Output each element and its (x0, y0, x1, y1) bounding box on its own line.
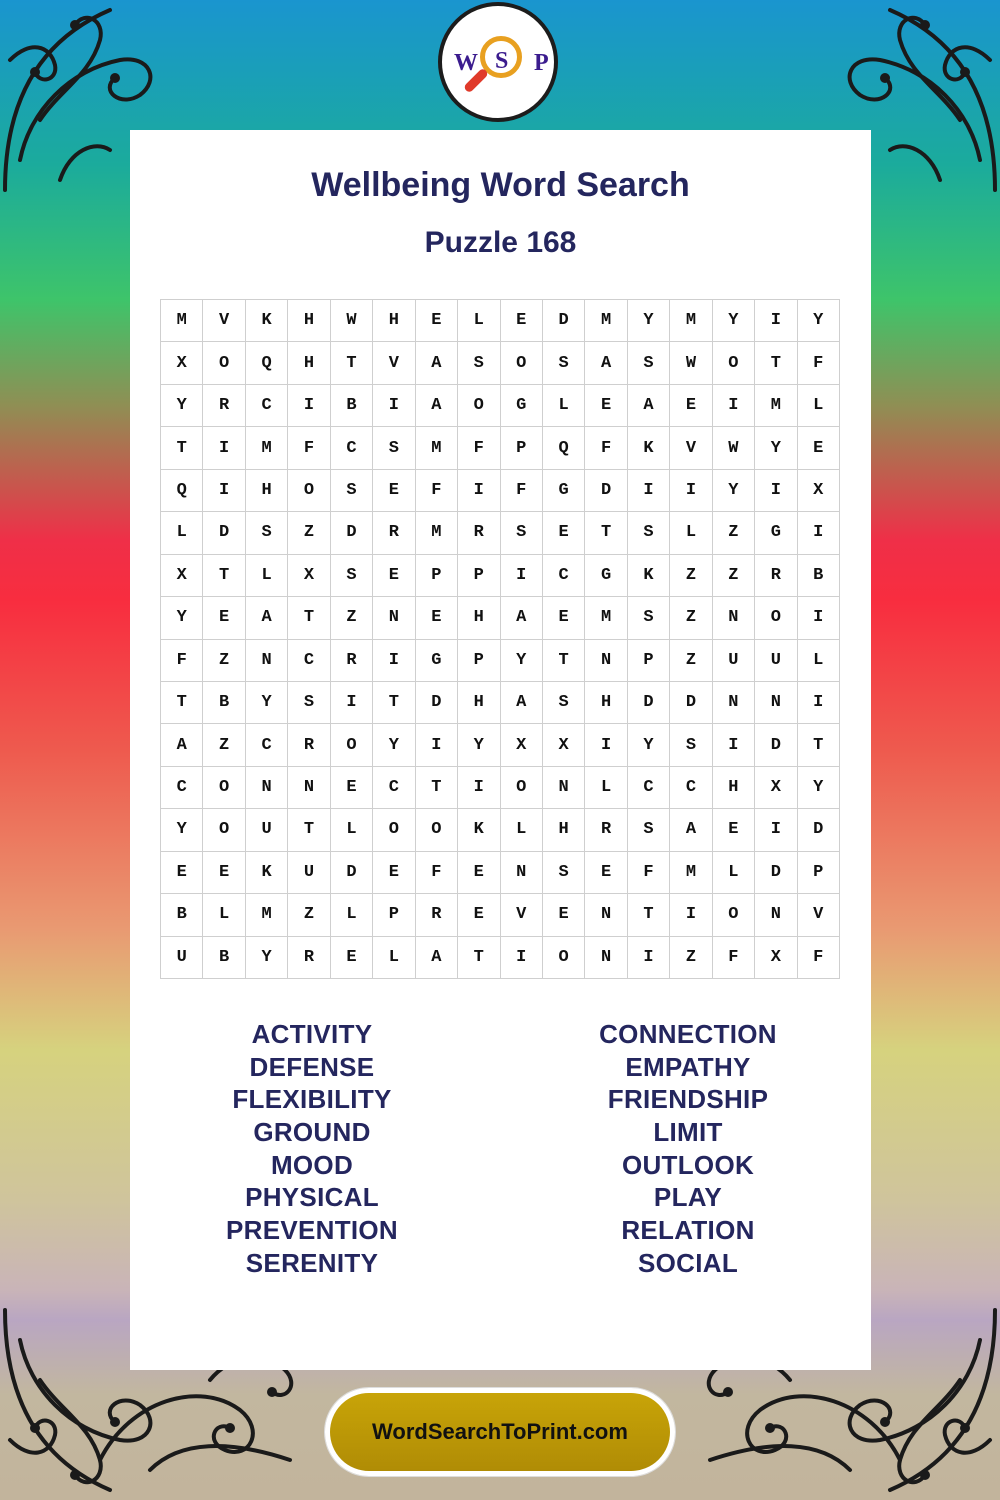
grid-cell[interactable]: N (713, 682, 755, 724)
grid-cell[interactable]: N (501, 852, 543, 894)
grid-cell[interactable]: S (628, 512, 670, 554)
grid-cell[interactable]: Q (543, 427, 585, 469)
grid-cell[interactable]: F (501, 470, 543, 512)
grid-cell[interactable]: W (670, 342, 712, 384)
grid-cell[interactable]: I (670, 894, 712, 936)
grid-cell[interactable]: Z (670, 937, 712, 979)
grid-cell[interactable]: I (416, 724, 458, 766)
grid-cell[interactable]: L (798, 385, 840, 427)
grid-cell[interactable]: A (670, 809, 712, 851)
grid-cell[interactable]: I (670, 470, 712, 512)
grid-cell[interactable]: R (288, 724, 330, 766)
grid-cell[interactable]: Y (713, 300, 755, 342)
grid-cell[interactable]: T (161, 682, 203, 724)
grid-cell[interactable]: P (501, 427, 543, 469)
grid-cell[interactable]: L (585, 767, 627, 809)
grid-cell[interactable]: I (501, 937, 543, 979)
grid-cell[interactable]: Z (670, 640, 712, 682)
grid-cell[interactable]: N (373, 597, 415, 639)
grid-cell[interactable]: L (373, 937, 415, 979)
grid-cell[interactable]: X (501, 724, 543, 766)
grid-cell[interactable]: T (373, 682, 415, 724)
grid-cell[interactable]: I (373, 385, 415, 427)
grid-cell[interactable]: F (798, 342, 840, 384)
grid-cell[interactable]: Q (246, 342, 288, 384)
grid-cell[interactable]: O (458, 385, 500, 427)
grid-cell[interactable]: I (713, 385, 755, 427)
grid-cell[interactable]: O (373, 809, 415, 851)
grid-cell[interactable]: G (501, 385, 543, 427)
grid-cell[interactable]: L (543, 385, 585, 427)
grid-cell[interactable]: L (670, 512, 712, 554)
grid-cell[interactable]: U (755, 640, 797, 682)
grid-cell[interactable]: C (161, 767, 203, 809)
grid-cell[interactable]: S (331, 555, 373, 597)
grid-cell[interactable]: N (713, 597, 755, 639)
grid-cell[interactable]: Y (161, 809, 203, 851)
grid-cell[interactable]: V (501, 894, 543, 936)
grid-cell[interactable]: Z (288, 512, 330, 554)
grid-cell[interactable]: T (543, 640, 585, 682)
grid-cell[interactable]: I (585, 724, 627, 766)
grid-cell[interactable]: M (161, 300, 203, 342)
grid-cell[interactable]: F (416, 470, 458, 512)
grid-cell[interactable]: Y (628, 300, 670, 342)
grid-cell[interactable]: C (331, 427, 373, 469)
grid-cell[interactable]: Z (713, 555, 755, 597)
grid-cell[interactable]: S (373, 427, 415, 469)
grid-cell[interactable]: U (161, 937, 203, 979)
page-title: Wellbeing Word Search (311, 166, 690, 204)
grid-cell[interactable]: E (543, 597, 585, 639)
grid-cell[interactable]: I (798, 682, 840, 724)
grid-cell[interactable]: G (416, 640, 458, 682)
word-list-item: LIMIT (653, 1117, 723, 1148)
grid-cell[interactable]: W (331, 300, 373, 342)
grid-cell[interactable]: Y (373, 724, 415, 766)
grid-cell[interactable]: I (755, 809, 797, 851)
grid-cell[interactable]: D (755, 852, 797, 894)
grid-cell[interactable]: F (288, 427, 330, 469)
grid-cell[interactable]: I (628, 937, 670, 979)
word-list-item: ACTIVITY (251, 1019, 373, 1049)
grid-cell[interactable]: K (628, 427, 670, 469)
grid-cell[interactable]: I (628, 470, 670, 512)
grid-cell[interactable]: E (203, 597, 245, 639)
grid-cell[interactable]: L (203, 894, 245, 936)
grid-cell[interactable]: G (585, 555, 627, 597)
grid-cell[interactable]: Q (161, 470, 203, 512)
grid-cell[interactable]: N (585, 640, 627, 682)
grid-cell[interactable]: L (246, 555, 288, 597)
grid-cell[interactable]: A (416, 937, 458, 979)
grid-cell[interactable]: I (713, 724, 755, 766)
grid-cell[interactable]: D (331, 852, 373, 894)
grid-cell[interactable]: O (713, 894, 755, 936)
logo-letter-p: P (534, 50, 549, 76)
grid-cell[interactable]: L (331, 809, 373, 851)
grid-cell[interactable]: X (543, 724, 585, 766)
grid-cell[interactable]: L (798, 640, 840, 682)
grid-cell[interactable]: X (161, 555, 203, 597)
grid-cell[interactable]: A (416, 385, 458, 427)
grid-cell[interactable]: Z (713, 512, 755, 554)
grid-cell[interactable]: F (585, 427, 627, 469)
grid-cell[interactable]: I (755, 300, 797, 342)
grid-cell[interactable]: X (755, 937, 797, 979)
letter-grid (160, 299, 840, 979)
grid-cell[interactable]: O (203, 809, 245, 851)
grid-cell[interactable]: D (670, 682, 712, 724)
grid-cell[interactable]: S (246, 512, 288, 554)
logo-letter-w: W (454, 50, 478, 76)
grid-cell[interactable]: E (798, 427, 840, 469)
grid-cell[interactable]: V (373, 342, 415, 384)
grid-cell[interactable]: R (416, 894, 458, 936)
grid-cell[interactable]: S (288, 682, 330, 724)
grid-cell[interactable]: W (713, 427, 755, 469)
grid-cell[interactable]: C (288, 640, 330, 682)
grid-cell[interactable]: Y (246, 682, 288, 724)
grid-cell[interactable]: H (288, 342, 330, 384)
grid-cell[interactable]: E (670, 385, 712, 427)
grid-cell[interactable]: E (331, 767, 373, 809)
grid-cell[interactable]: K (628, 555, 670, 597)
logo-letter-s: S (495, 48, 509, 74)
grid-cell[interactable]: X (755, 767, 797, 809)
grid-cell[interactable]: O (713, 342, 755, 384)
grid-cell[interactable]: R (203, 385, 245, 427)
grid-cell[interactable]: F (161, 640, 203, 682)
grid-cell[interactable]: K (246, 852, 288, 894)
grid-cell[interactable]: A (501, 682, 543, 724)
grid-cell[interactable]: M (416, 427, 458, 469)
grid-cell[interactable]: A (585, 342, 627, 384)
grid-cell[interactable]: N (755, 894, 797, 936)
grid-cell[interactable]: E (501, 300, 543, 342)
grid-cell[interactable]: U (713, 640, 755, 682)
word-list-item: PHYSICAL (245, 1182, 379, 1213)
grid-cell[interactable]: X (288, 555, 330, 597)
grid-cell[interactable]: T (161, 427, 203, 469)
word-list (130, 1018, 871, 1288)
grid-cell[interactable]: R (458, 512, 500, 554)
word-list-item: PLAY (653, 1182, 723, 1213)
grid-cell[interactable]: H (458, 597, 500, 639)
grid-cell[interactable]: M (416, 512, 458, 554)
grid-cell[interactable]: S (331, 470, 373, 512)
grid-cell[interactable]: E (458, 852, 500, 894)
grid-cell[interactable]: L (501, 809, 543, 851)
grid-cell[interactable]: H (458, 682, 500, 724)
grid-cell[interactable]: R (288, 937, 330, 979)
grid-cell[interactable]: E (203, 852, 245, 894)
grid-cell[interactable]: N (755, 682, 797, 724)
grid-cell[interactable]: E (373, 852, 415, 894)
grid-cell[interactable]: A (628, 385, 670, 427)
grid-cell[interactable]: D (416, 682, 458, 724)
grid-cell[interactable]: N (288, 767, 330, 809)
grid-cell[interactable]: P (798, 852, 840, 894)
grid-cell[interactable]: P (628, 640, 670, 682)
grid-cell[interactable]: I (203, 470, 245, 512)
grid-cell[interactable]: D (331, 512, 373, 554)
word-list-item: PREVENTION (225, 1215, 399, 1246)
grid-cell[interactable]: T (331, 342, 373, 384)
grid-cell[interactable]: Z (670, 597, 712, 639)
grid-cell[interactable]: H (288, 300, 330, 342)
word-list-item: SOCIAL (637, 1247, 739, 1278)
grid-cell[interactable]: R (373, 512, 415, 554)
grid-cell[interactable]: T (458, 937, 500, 979)
word-list-item: DEFENSE (249, 1051, 375, 1082)
grid-cell[interactable]: I (288, 385, 330, 427)
grid-cell[interactable]: N (246, 767, 288, 809)
grid-cell[interactable]: I (458, 470, 500, 512)
grid-cell[interactable]: Z (203, 724, 245, 766)
grid-cell[interactable]: O (501, 767, 543, 809)
grid-cell[interactable]: O (288, 470, 330, 512)
grid-cell[interactable]: R (331, 640, 373, 682)
grid-cell[interactable]: F (628, 852, 670, 894)
grid-cell[interactable]: S (458, 342, 500, 384)
grid-cell[interactable]: Y (798, 767, 840, 809)
grid-cell[interactable]: H (585, 682, 627, 724)
grid-cell[interactable]: G (543, 470, 585, 512)
grid-cell[interactable]: E (458, 894, 500, 936)
word-list-item: CONNECTION (599, 1019, 777, 1049)
grid-cell[interactable]: Z (331, 597, 373, 639)
grid-cell[interactable]: A (161, 724, 203, 766)
grid-cell[interactable]: A (246, 597, 288, 639)
word-list-item: EMPATHY (625, 1051, 751, 1082)
website-button[interactable] (325, 1388, 675, 1476)
grid-cell[interactable]: B (331, 385, 373, 427)
wsp-logo (438, 2, 558, 122)
word-list-item: FRIENDSHIP (607, 1084, 769, 1115)
grid-cell[interactable]: R (585, 809, 627, 851)
grid-cell[interactable]: G (755, 512, 797, 554)
grid-cell[interactable]: E (373, 555, 415, 597)
grid-cell[interactable]: S (628, 597, 670, 639)
grid-cell[interactable]: T (628, 894, 670, 936)
grid-cell[interactable]: K (246, 300, 288, 342)
grid-cell[interactable]: M (585, 300, 627, 342)
grid-cell[interactable]: D (543, 300, 585, 342)
grid-cell[interactable]: M (670, 300, 712, 342)
grid-cell[interactable]: E (585, 852, 627, 894)
word-list-left (142, 1018, 482, 1280)
grid-cell[interactable]: T (585, 512, 627, 554)
grid-cell[interactable]: C (543, 555, 585, 597)
grid-cell[interactable]: A (501, 597, 543, 639)
grid-cell[interactable]: M (670, 852, 712, 894)
grid-cell[interactable]: E (373, 470, 415, 512)
grid-cell[interactable]: M (246, 427, 288, 469)
grid-cell[interactable]: C (628, 767, 670, 809)
grid-cell[interactable]: Z (288, 894, 330, 936)
word-list-item: RELATION (621, 1215, 755, 1246)
grid-cell[interactable]: S (543, 682, 585, 724)
grid-cell[interactable]: K (458, 809, 500, 851)
grid-cell[interactable]: Y (161, 597, 203, 639)
grid-cell[interactable]: Z (670, 555, 712, 597)
grid-cell[interactable]: Y (713, 470, 755, 512)
grid-cell[interactable]: C (670, 767, 712, 809)
puzzle-number: Puzzle 168 (424, 226, 577, 259)
word-list-right (518, 1018, 858, 1280)
grid-cell[interactable]: V (798, 894, 840, 936)
grid-cell[interactable]: S (543, 342, 585, 384)
grid-cell[interactable]: S (628, 342, 670, 384)
grid-cell[interactable]: C (373, 767, 415, 809)
grid-cell[interactable]: H (373, 300, 415, 342)
grid-cell[interactable]: F (713, 937, 755, 979)
grid-cell[interactable]: I (203, 427, 245, 469)
grid-cell[interactable]: M (585, 597, 627, 639)
grid-cell[interactable]: R (755, 555, 797, 597)
grid-cell[interactable]: L (161, 512, 203, 554)
grid-cell[interactable]: Y (246, 937, 288, 979)
grid-cell[interactable]: V (203, 300, 245, 342)
grid-cell[interactable]: D (628, 682, 670, 724)
grid-cell[interactable]: X (161, 342, 203, 384)
grid-cell[interactable]: E (713, 809, 755, 851)
grid-cell[interactable]: T (288, 809, 330, 851)
grid-cell[interactable]: H (713, 767, 755, 809)
grid-cell[interactable]: X (798, 470, 840, 512)
grid-cell[interactable]: O (416, 809, 458, 851)
word-list-item: MOOD (270, 1149, 354, 1180)
grid-cell[interactable]: E (543, 512, 585, 554)
grid-cell[interactable]: I (331, 682, 373, 724)
grid-cell[interactable]: B (203, 682, 245, 724)
grid-cell[interactable]: P (458, 555, 500, 597)
grid-cell[interactable]: E (416, 300, 458, 342)
word-list-item: OUTLOOK (621, 1149, 755, 1180)
grid-cell[interactable]: Z (203, 640, 245, 682)
grid-cell[interactable]: S (670, 724, 712, 766)
grid-cell[interactable]: H (543, 809, 585, 851)
grid-cell[interactable]: B (161, 894, 203, 936)
grid-cell[interactable]: M (755, 385, 797, 427)
grid-cell[interactable]: C (246, 385, 288, 427)
grid-cell[interactable]: N (246, 640, 288, 682)
grid-cell[interactable]: F (416, 852, 458, 894)
grid-cell[interactable]: P (373, 894, 415, 936)
grid-cell[interactable]: D (585, 470, 627, 512)
grid-cell[interactable]: N (543, 767, 585, 809)
grid-cell[interactable]: L (713, 852, 755, 894)
grid-cell[interactable]: Y (501, 640, 543, 682)
word-list-item: SERENITY (245, 1247, 379, 1278)
grid-cell[interactable]: O (755, 597, 797, 639)
grid-cell[interactable]: S (628, 809, 670, 851)
grid-cell[interactable]: P (458, 640, 500, 682)
grid-cell[interactable]: P (416, 555, 458, 597)
grid-cell[interactable]: I (501, 555, 543, 597)
grid-cell[interactable]: I (458, 767, 500, 809)
grid-cell[interactable]: D (203, 512, 245, 554)
grid-cell[interactable]: S (501, 512, 543, 554)
puzzle-panel (130, 130, 871, 1370)
grid-cell[interactable]: B (203, 937, 245, 979)
grid-cell[interactable]: E (331, 937, 373, 979)
grid-cell[interactable]: T (798, 724, 840, 766)
grid-cell[interactable]: H (246, 470, 288, 512)
grid-cell[interactable]: B (798, 555, 840, 597)
grid-cell[interactable]: I (373, 640, 415, 682)
grid-cell[interactable]: U (288, 852, 330, 894)
grid-cell[interactable]: A (416, 342, 458, 384)
grid-cell[interactable]: V (670, 427, 712, 469)
grid-cell[interactable]: N (585, 894, 627, 936)
grid-cell[interactable]: Y (755, 427, 797, 469)
website-label: WordSearchToPrint.com (372, 1419, 628, 1444)
grid-cell[interactable]: F (458, 427, 500, 469)
grid-cell[interactable]: C (246, 724, 288, 766)
grid-cell[interactable]: O (331, 724, 373, 766)
grid-cell[interactable]: U (246, 809, 288, 851)
grid-cell[interactable]: Y (458, 724, 500, 766)
word-list-item: GROUND (253, 1117, 371, 1148)
grid-cell[interactable]: D (798, 809, 840, 851)
grid-cell[interactable]: E (585, 385, 627, 427)
grid-cell[interactable]: I (798, 597, 840, 639)
grid-cell[interactable]: L (458, 300, 500, 342)
grid-cell[interactable]: T (416, 767, 458, 809)
grid-cell[interactable]: S (543, 852, 585, 894)
grid-cell[interactable]: M (246, 894, 288, 936)
word-list-item: FLEXIBILITY (232, 1084, 392, 1115)
grid-cell[interactable]: N (585, 937, 627, 979)
grid-cell[interactable]: D (755, 724, 797, 766)
grid-cell[interactable]: O (203, 342, 245, 384)
grid-cell[interactable]: Y (161, 385, 203, 427)
grid-cell[interactable]: Y (798, 300, 840, 342)
grid-cell[interactable]: E (543, 894, 585, 936)
grid-cell[interactable]: Y (628, 724, 670, 766)
grid-cell[interactable]: O (543, 937, 585, 979)
grid-cell[interactable]: T (755, 342, 797, 384)
grid-cell[interactable]: O (501, 342, 543, 384)
grid-cell[interactable]: T (203, 555, 245, 597)
grid-cell[interactable]: O (203, 767, 245, 809)
grid-cell[interactable]: T (288, 597, 330, 639)
grid-cell[interactable]: I (798, 512, 840, 554)
grid-cell[interactable]: L (331, 894, 373, 936)
grid-cell[interactable]: E (416, 597, 458, 639)
grid-cell[interactable]: F (798, 937, 840, 979)
grid-cell[interactable]: E (161, 852, 203, 894)
grid-cell[interactable]: I (755, 470, 797, 512)
